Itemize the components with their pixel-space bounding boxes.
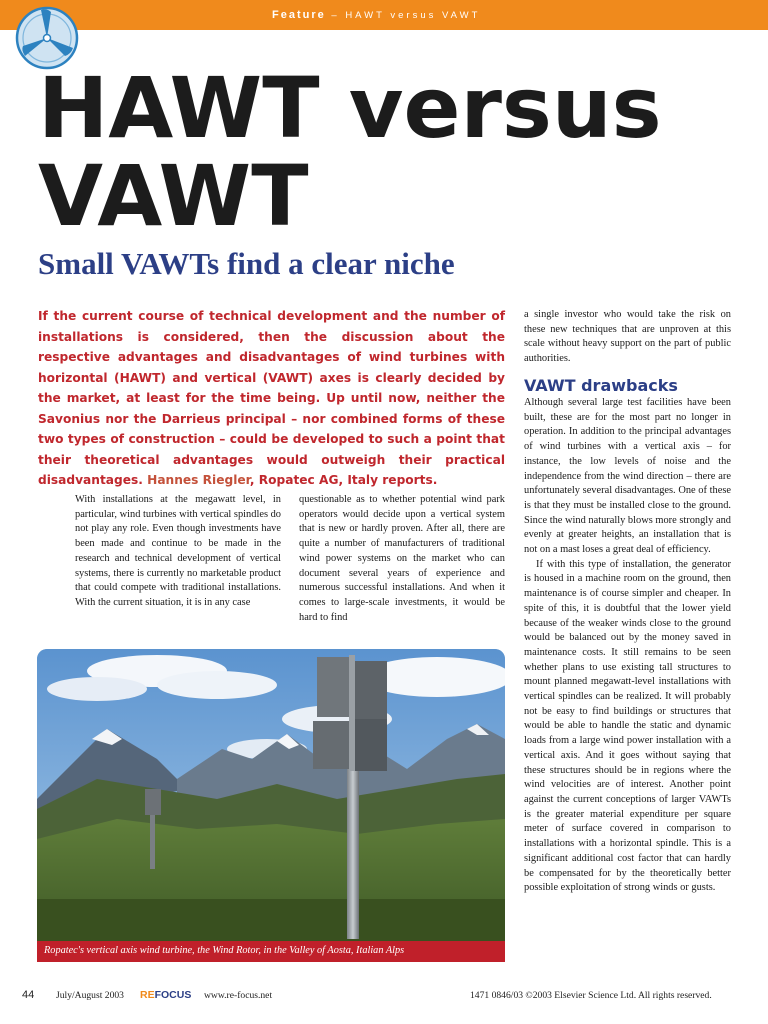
article-photo <box>37 649 505 941</box>
brand-focus: FOCUS <box>154 989 192 1001</box>
column-3-paragraph-2: If with this type of installation, the generator is housed in a machine room on the ground, then maintenance is of course simpler and cheaper. In spite of this, it is doubtful that the lower yield because of the weaker winds close to the ground would be balanced out by the money saved in maintenance costs. It still remains to be seen whether plans to use existing tall structures to mount planned megawatt-level installations with vertical spindles can be realized. It will probably not be easy to find buildings or structures that would be able to handle the static and dynamic loads from a large wind power installation with a vertical axis. And it goes without saying that these structures should be in regions where the wind velocities are of interest. Another point against the current conceptions of larger VAWTs is the greater material expenditure per square meter of surface covered in comparison to installations with a horizontal spindle. This is a significant additional cost factor that can hardly be compensated for by the theoretically better possible exploitation of strong winds or gusts. <box>524 558 731 894</box>
body-column-2: questionable as to whether potential wind park operators would decide upon a vertical system that is new or hardly proven. After all, there are quite a number of manufacturers of traditional wind power systems on the market who can document several years of experience and numerous successful installations. And when it comes to large-scale investments, it would be hard to find <box>299 494 505 623</box>
brand-re: RE <box>140 989 155 1001</box>
body-column-3-top: a single investor who would take the risk on these new techniques that are unproven at this scale without heavy support on the part of public authorities. <box>524 309 731 365</box>
photo-caption-bar <box>37 941 505 962</box>
issue-date: July/August 2003 <box>56 990 124 1001</box>
photo-alpine-wind-turbine <box>37 649 505 941</box>
section-separator: – <box>325 10 346 21</box>
column-3-paragraph-1: Although several large test facilities have been built, these are for the most part no longer in operation. In addition to the principal advantages of wind turbines with a vertical axis – for instance, the low levels of noise and the independence from the wind direction – there are unfortunately several disadvantages. One of these is that they must be installed close to the ground. Since the wind naturally blows more strongly and evenly at greater heights, an installation that is not on a mast loses a great deal of efficiency. <box>524 397 731 556</box>
site-url: www.re-focus.net <box>204 990 273 1001</box>
article-intro <box>38 306 505 491</box>
body-column-1: With installations at the megawatt level, in particular, wind turbines with vertical spindles do not play any role. Even though investments have been made and continue to be made in the research and technical development of vertical systems, there is currently no marketable product that could compete with traditional installations. With the current situation, it is in any case <box>75 494 281 608</box>
body-column-3 <box>524 396 731 896</box>
header-bar <box>0 0 768 30</box>
section-label <box>272 9 480 21</box>
article-subtitle: Small VAWTs find a clear niche <box>38 246 455 281</box>
intro-text: If the current course of technical development and the number of installations is considered, then the discussion about the respective advantages and disadvantages of wind turbines with horizontal (HAWT) and vertical (VAWT) axes is clearly decided by the market, at least for the time being. Up until now, neither the Savonius nor the Darrieus principal – nor combined forms of these two types of construction – could be developed to such a point that their theoretical advantages would outweigh their practical disadvantages. <box>38 309 505 487</box>
section-heading: VAWT drawbacks <box>524 376 678 395</box>
photo-caption: Ropatec's vertical axis wind turbine, the Wind Rotor, in the Valley of Aosta, Italian Alps <box>44 945 405 956</box>
brand-logo <box>140 989 191 1001</box>
page-number: 44 <box>22 989 35 1001</box>
author-name: Hannes Riegler <box>147 473 250 487</box>
article-title: HAWT versus VAWT <box>38 59 662 245</box>
author-affiliation: , Ropatec AG, Italy reports. <box>249 473 438 487</box>
section-topic: HAWT versus VAWT <box>345 10 481 21</box>
copyright: 1471 0846/03 ©2003 Elsevier Science Ltd. All rights reserved. <box>470 990 712 1001</box>
section-label-feature: Feature <box>272 9 326 21</box>
